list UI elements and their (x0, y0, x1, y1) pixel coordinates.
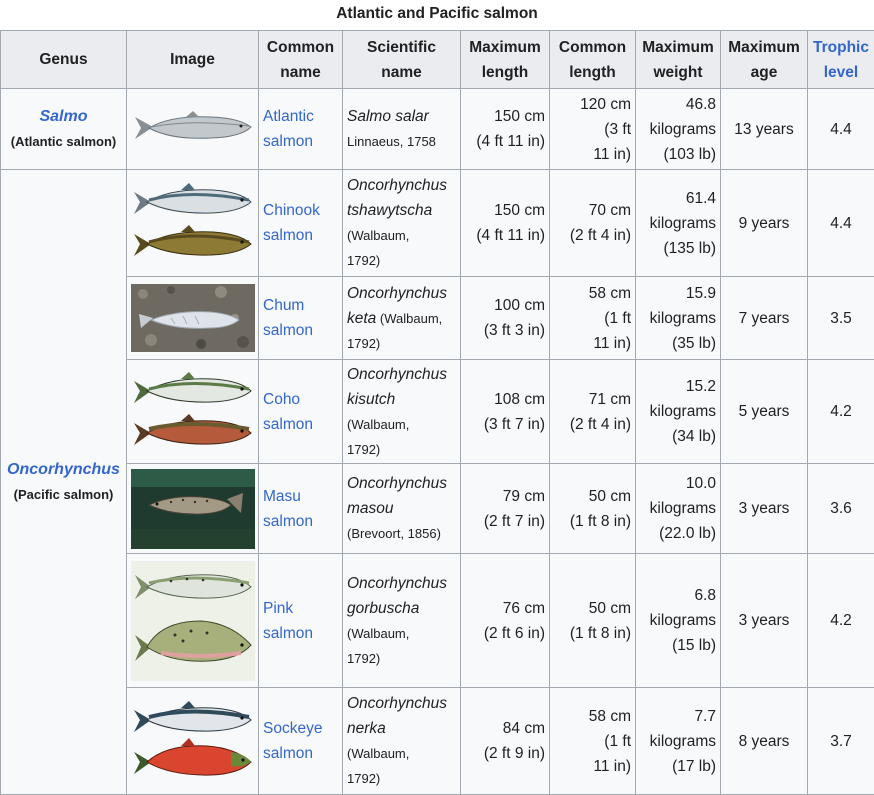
maximum-length: 100 cm (3 ft 3 in) (461, 277, 550, 360)
common-length: 71 cm (2 ft 4 in) (550, 360, 636, 464)
common-name-link[interactable]: Chum salmon (259, 277, 343, 360)
image-cell (127, 554, 259, 688)
common-name-link[interactable]: Sockeye salmon (259, 688, 343, 795)
atlantic-salmon-image[interactable] (131, 109, 255, 149)
scientific-name: Oncorhynchus keta (Walbaum, 1792) (343, 277, 461, 360)
common-name-link[interactable]: Pink salmon (259, 554, 343, 688)
table-row (1, 360, 874, 464)
common-length: 120 cm (3 ft 11 in) (550, 89, 636, 170)
header-maximum-length: Maximum length (461, 31, 550, 89)
header-genus: Genus (1, 31, 127, 89)
table-row (1, 688, 874, 795)
maximum-age: 13 years (721, 89, 808, 170)
table-row (1, 170, 874, 277)
scientific-name: Oncorhynchus tshawytscha (Walbaum, 1792) (343, 170, 461, 277)
trophic-level: 4.4 (808, 89, 874, 170)
genus-link-salmo[interactable]: Salmo (39, 108, 87, 125)
scientific-name: Salmo salar Linnaeus, 1758 (343, 89, 461, 170)
maximum-length: 108 cm (3 ft 7 in) (461, 360, 550, 464)
genus-cell-salmo: Salmo (Atlantic salmon) (1, 89, 127, 170)
salmon-table (0, 30, 874, 795)
trophic-level: 4.2 (808, 554, 874, 688)
common-length: 58 cm (1 ft 11 in) (550, 277, 636, 360)
scientific-name: Oncorhynchus masou (Brevoort, 1856) (343, 464, 461, 554)
common-length: 50 cm (1 ft 8 in) (550, 554, 636, 688)
common-name-link[interactable]: Chinook salmon (259, 170, 343, 277)
trophic-level: 4.2 (808, 360, 874, 464)
table-row (1, 554, 874, 688)
image-cell (127, 464, 259, 554)
common-name-link[interactable]: Atlantic salmon (259, 89, 343, 170)
maximum-weight: 7.7 kilograms (17 lb) (636, 688, 721, 795)
image-cell (127, 688, 259, 795)
maximum-age: 5 years (721, 360, 808, 464)
header-image: Image (127, 31, 259, 89)
maximum-age: 9 years (721, 170, 808, 277)
table-row (1, 89, 874, 170)
common-length: 70 cm (2 ft 4 in) (550, 170, 636, 277)
table-caption: Atlantic and Pacific salmon (0, 0, 874, 30)
image-cell (127, 89, 259, 170)
trophic-level: 3.6 (808, 464, 874, 554)
header-row (1, 31, 874, 89)
maximum-weight: 6.8 kilograms (15 lb) (636, 554, 721, 688)
pink-salmon-image[interactable] (131, 561, 255, 681)
maximum-length: 150 cm (4 ft 11 in) (461, 89, 550, 170)
maximum-weight: 15.2 kilograms (34 lb) (636, 360, 721, 464)
maximum-weight: 61.4 kilograms (135 lb) (636, 170, 721, 277)
header-maximum-weight: Maximum weight (636, 31, 721, 89)
common-length: 58 cm (1 ft 11 in) (550, 688, 636, 795)
maximum-weight: 15.9 kilograms (35 lb) (636, 277, 721, 360)
maximum-age: 3 years (721, 554, 808, 688)
genus-cell-oncorhynchus: Oncorhynchus (Pacific salmon) (1, 170, 127, 795)
maximum-age: 8 years (721, 688, 808, 795)
header-trophic-level-link[interactable]: Trophic level (808, 31, 874, 89)
header-common-name: Common name (259, 31, 343, 89)
genus-link-oncorhynchus[interactable]: Oncorhynchus (7, 461, 120, 478)
masu-salmon-image[interactable] (131, 469, 255, 549)
maximum-length: 79 cm (2 ft 7 in) (461, 464, 550, 554)
chinook-salmon-image[interactable] (131, 180, 255, 266)
chum-salmon-image[interactable] (131, 284, 255, 352)
trophic-level: 3.5 (808, 277, 874, 360)
maximum-age: 3 years (721, 464, 808, 554)
maximum-weight: 46.8 kilograms (103 lb) (636, 89, 721, 170)
trophic-level: 4.4 (808, 170, 874, 277)
sockeye-salmon-image[interactable] (131, 698, 255, 784)
coho-salmon-image[interactable] (131, 369, 255, 455)
scientific-name: Oncorhynchus gorbuscha (Walbaum, 1792) (343, 554, 461, 688)
scientific-name: Oncorhynchus nerka (Walbaum, 1792) (343, 688, 461, 795)
image-cell (127, 277, 259, 360)
table-row (1, 464, 874, 554)
maximum-weight: 10.0 kilograms (22.0 lb) (636, 464, 721, 554)
maximum-length: 84 cm (2 ft 9 in) (461, 688, 550, 795)
table-row (1, 277, 874, 360)
scientific-name: Oncorhynchus kisutch (Walbaum, 1792) (343, 360, 461, 464)
common-length: 50 cm (1 ft 8 in) (550, 464, 636, 554)
maximum-length: 76 cm (2 ft 6 in) (461, 554, 550, 688)
maximum-age: 7 years (721, 277, 808, 360)
header-maximum-age: Maximum age (721, 31, 808, 89)
trophic-level: 3.7 (808, 688, 874, 795)
common-name-link[interactable]: Masu salmon (259, 464, 343, 554)
maximum-length: 150 cm (4 ft 11 in) (461, 170, 550, 277)
header-common-length: Common length (550, 31, 636, 89)
header-scientific-name: Scientific name (343, 31, 461, 89)
image-cell (127, 170, 259, 277)
image-cell (127, 360, 259, 464)
common-name-link[interactable]: Coho salmon (259, 360, 343, 464)
